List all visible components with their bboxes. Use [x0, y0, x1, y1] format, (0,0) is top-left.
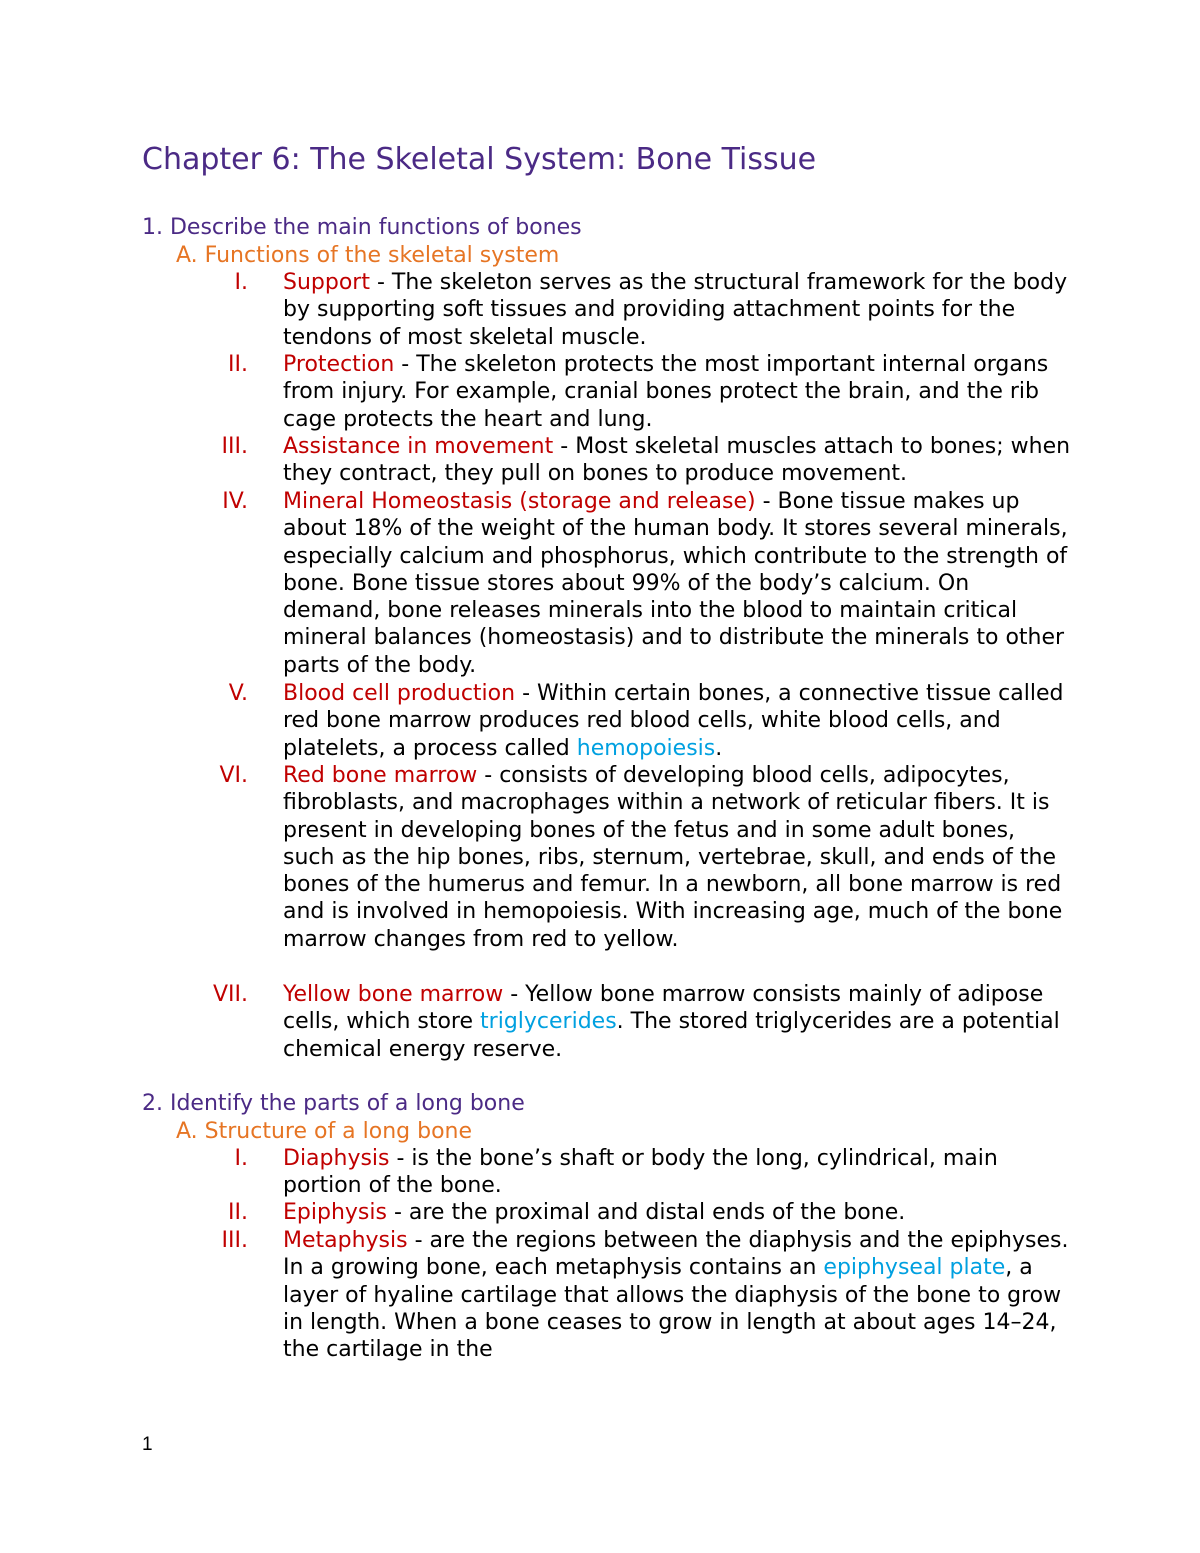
list-item-text-after: . The stored triglycerides are a potential chemical energy reserve. — [283, 1009, 1060, 1062]
list-item-number: III. — [221, 1228, 248, 1253]
list-item-text: - are the regions between the diaphysis and the epiphyses. In a growing bone, each metaphysis contains an — [283, 1228, 1069, 1281]
list-item-number: I. — [234, 1146, 248, 1171]
list-item-number: V. — [228, 681, 248, 706]
list-item-text: - The skeleton protects the most important internal organs from injury. For example, cranial bones protect the brain, and the rib cage protects the heart and lung. — [283, 352, 1049, 432]
list-item — [150, 680, 1110, 762]
list-item — [150, 1145, 1110, 1200]
list-item — [150, 488, 1110, 679]
list-item — [150, 1227, 1110, 1363]
question-1-heading: 1. Describe the main functions of bones — [142, 215, 582, 240]
list-item-number: I. — [234, 270, 248, 295]
list-item-text: - Within certain bones, a connective tissue called red bone marrow produces red blood cells, white blood cells, and platelets, a process called — [283, 681, 1064, 761]
list-item-number: II. — [228, 352, 248, 377]
list-item — [150, 1199, 1110, 1226]
list-item-text: - is the bone’s shaft or body the long, cylindrical, main portion of the bone. — [283, 1146, 998, 1199]
list-item-text: - Most skeletal muscles attach to bones; when they contract, they pull on bones to produce movement. — [283, 434, 1071, 487]
list-item-number: VI. — [219, 763, 248, 788]
list-item-term: Yellow bone marrow — [283, 982, 504, 1007]
list-item-text-after: . — [715, 735, 723, 761]
list-item — [150, 269, 1110, 351]
list-item-highlight: epiphyseal plate — [823, 1255, 1006, 1281]
list-item-highlight: hemopoiesis — [576, 735, 716, 761]
list-item-text: - Bone tissue makes up about 18% of the weight of the human body. It stores several minerals, especially calcium and phosphorus, which contribute to the strength of bone. Bone tissue stores about 99% of the body’s calcium. On demand, bone releases minerals into the blood to maintain critical mineral balances (homeostasis) and to distribute the minerals to other parts of the body. — [283, 489, 1068, 678]
list-item-term: Epiphysis — [283, 1200, 387, 1225]
list-item-term: Support — [283, 270, 370, 295]
list-item-number: IV. — [222, 489, 248, 514]
list-item-number: VII. — [212, 982, 248, 1007]
question-1-section: A. Functions of the skeletal system — [176, 243, 560, 268]
list-item-highlight: triglycerides — [480, 1009, 617, 1035]
list-item-text: - The skeleton serves as the structural framework for the body by supporting soft tissues and providing attachment points for the tendons of most skeletal muscle. — [283, 270, 1068, 350]
list-item-term: Diaphysis — [283, 1146, 390, 1171]
list-item-text: - are the proximal and distal ends of the bone. — [386, 1200, 906, 1225]
list-item-number: II. — [228, 1200, 248, 1225]
question-2-heading: 2. Identify the parts of a long bone — [142, 1091, 525, 1116]
list-item-term: Protection — [283, 352, 395, 377]
list-item — [150, 433, 1110, 488]
question-2-section: A. Structure of a long bone — [176, 1119, 473, 1144]
list-item — [150, 981, 1110, 1063]
list-item-number: III. — [221, 434, 248, 459]
list-item-term: Assistance in movement — [283, 434, 554, 459]
list-item-term: Red bone marrow — [283, 763, 478, 788]
chapter-title: Chapter 6: The Skeletal System: Bone Tissue — [142, 142, 817, 177]
list-item-term: Blood cell production — [283, 681, 516, 706]
list-item-term: Metaphysis — [283, 1228, 408, 1253]
list-item-text: - Yellow bone marrow consists mainly of adipose cells, which store — [283, 982, 1044, 1035]
list-item-term: Mineral Homeostasis (storage and release) — [283, 489, 756, 514]
list-item-text: - consists of developing blood cells, adipocytes, fibroblasts, and macrophages within a network of reticular fibers. It is present in developing bones of the fetus and in some adult bones, such as the hip bones, ribs, sternum, vertebrae, skull, and ends of the bones of the humerus and femur. In a newborn, all bone marrow is red and is involved in hemopoiesis. With increasing age, much of the bone marrow changes from red to yellow. — [283, 763, 1063, 952]
list-item — [150, 351, 1110, 433]
list-item-text-after: , a layer of hyaline cartilage that allows the diaphysis of the bone to grow in length. When a bone ceases to grow in length at about ages 14–24, the cartilage in the — [283, 1255, 1062, 1363]
page-number: 1 — [142, 1434, 153, 1455]
list-item — [150, 762, 1110, 953]
